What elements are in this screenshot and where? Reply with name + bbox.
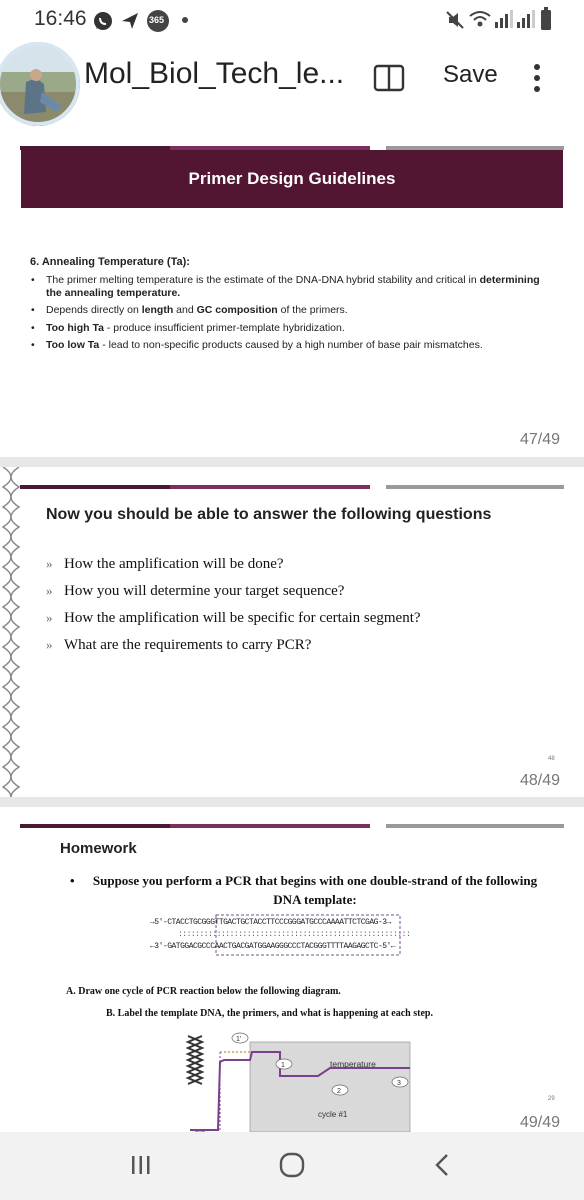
send-icon bbox=[120, 11, 140, 31]
slide-heading: Now you should be able to answer the following questions bbox=[46, 506, 492, 523]
accent-stripe-grey bbox=[386, 485, 564, 489]
text: The primer melting temperature is the estimate of the DNA-DNA hybrid stability and critical in bbox=[46, 274, 480, 286]
wifi-icon bbox=[468, 8, 492, 30]
step-label-2: 2 bbox=[337, 1088, 341, 1095]
page-number: 47/49 bbox=[519, 431, 560, 448]
bullet-list bbox=[30, 274, 550, 357]
avatar-image-icon bbox=[0, 42, 80, 126]
app-header bbox=[0, 38, 584, 130]
bullet-item bbox=[30, 339, 550, 352]
pcr-cycle-diagram bbox=[180, 1032, 430, 1140]
bold-text: Too low Ta bbox=[46, 339, 100, 351]
text: Depends directly on bbox=[46, 304, 142, 316]
slide-footer-number: 48 bbox=[548, 756, 555, 762]
question-item: » How the amplification will be specific for certain segment? bbox=[46, 608, 426, 628]
dna-strand-top: →5'-CTACCTGCGGGTTGACTGCTACCTTCCCGGGATGCCCAAAATTCTCGAG-3→ bbox=[150, 918, 391, 927]
homework-text: Suppose you perform a PCR that begins with one double-strand of the following DNA template: bbox=[92, 873, 538, 907]
page-number: 48/49 bbox=[519, 772, 560, 789]
question-item: » How the amplification will be done? bbox=[46, 554, 426, 574]
dna-strand-bottom: ←3'-GATGGACGCCCAACTGACGATGGAAGGGCCCTACGGGTTTTAAGAGCTC-5'← bbox=[150, 942, 396, 951]
signal-2-icon bbox=[516, 8, 536, 30]
signal-icon bbox=[494, 8, 514, 30]
accent-stripe-mid bbox=[170, 824, 370, 828]
bold-text: determining the annealing temperature. bbox=[46, 274, 540, 299]
slide-heading: 6. Annealing Temperature (Ta): bbox=[30, 256, 190, 268]
accent-stripe-mid bbox=[170, 485, 370, 489]
recent-apps-icon[interactable] bbox=[130, 1150, 152, 1180]
text: of the primers. bbox=[277, 304, 348, 316]
temperature-label: temperature bbox=[330, 1059, 376, 1069]
dna-base-pairs: :::::::::::::::::::::::::::::::::::::::::::::::::::::: bbox=[178, 930, 411, 939]
bold-text: Too high Ta bbox=[46, 321, 104, 334]
slide-heading: Homework bbox=[60, 840, 137, 857]
dna-helix-border-icon bbox=[0, 467, 22, 797]
step-label-3: 3 bbox=[397, 1080, 401, 1087]
notification-dot-icon bbox=[182, 17, 188, 23]
battery-icon bbox=[540, 7, 552, 31]
accent-stripe-dark bbox=[20, 824, 170, 828]
status-time: 16:46 bbox=[34, 7, 87, 30]
office365-badge: 365 bbox=[149, 15, 165, 25]
mute-icon bbox=[444, 9, 466, 31]
text: - produce insufficient primer-template hybridization. bbox=[103, 321, 345, 334]
bullet-item bbox=[30, 322, 550, 335]
question-a: A. Draw one cycle of PCR reaction below the following diagram. bbox=[66, 986, 341, 997]
bullet-item bbox=[30, 304, 550, 317]
accent-stripe-grey bbox=[386, 824, 564, 828]
text: and bbox=[173, 304, 197, 316]
bold-text: GC composition bbox=[196, 304, 278, 316]
save-button[interactable]: Save bbox=[443, 61, 498, 88]
more-options-icon[interactable] bbox=[527, 60, 547, 96]
slide-banner-title: Primer Design Guidelines bbox=[21, 150, 563, 208]
system-nav-bar bbox=[0, 1132, 584, 1200]
book-icon[interactable] bbox=[372, 63, 406, 93]
slide-footer-number: 29 bbox=[548, 1096, 555, 1102]
homework-bullet bbox=[70, 871, 550, 909]
document-title: Mol_Biol_Tech_le... bbox=[84, 57, 345, 90]
question-b: B. Label the template DNA, the primers, and what is happening at each step. bbox=[106, 1008, 433, 1019]
bullet-dot: • bbox=[70, 873, 75, 888]
bold-text: length bbox=[141, 304, 174, 316]
accent-stripe-dark bbox=[20, 485, 170, 489]
question-item: » How you will determine your target sequence? bbox=[46, 581, 426, 601]
page-number: 49/49 bbox=[519, 1114, 560, 1131]
home-icon[interactable] bbox=[278, 1150, 306, 1180]
step-label-1: 1 bbox=[281, 1062, 285, 1069]
bullet-item bbox=[30, 274, 550, 299]
whatsapp-icon bbox=[92, 10, 114, 32]
cycle-label: cycle #1 bbox=[318, 1110, 348, 1119]
primer-region-box bbox=[215, 914, 401, 956]
question-item: » What are the requirements to carry PCR? bbox=[46, 635, 426, 655]
back-icon[interactable] bbox=[432, 1150, 452, 1180]
text: - lead to non-specific products caused by a high number of base pair mismatches. bbox=[99, 339, 483, 351]
slide-separator bbox=[0, 457, 584, 467]
avatar[interactable] bbox=[0, 42, 80, 126]
step-label-1prime: 1' bbox=[236, 1036, 242, 1043]
slide-separator bbox=[0, 797, 584, 807]
status-bar bbox=[0, 0, 584, 38]
dna-coil-icon bbox=[188, 1036, 202, 1084]
question-list bbox=[46, 554, 426, 662]
